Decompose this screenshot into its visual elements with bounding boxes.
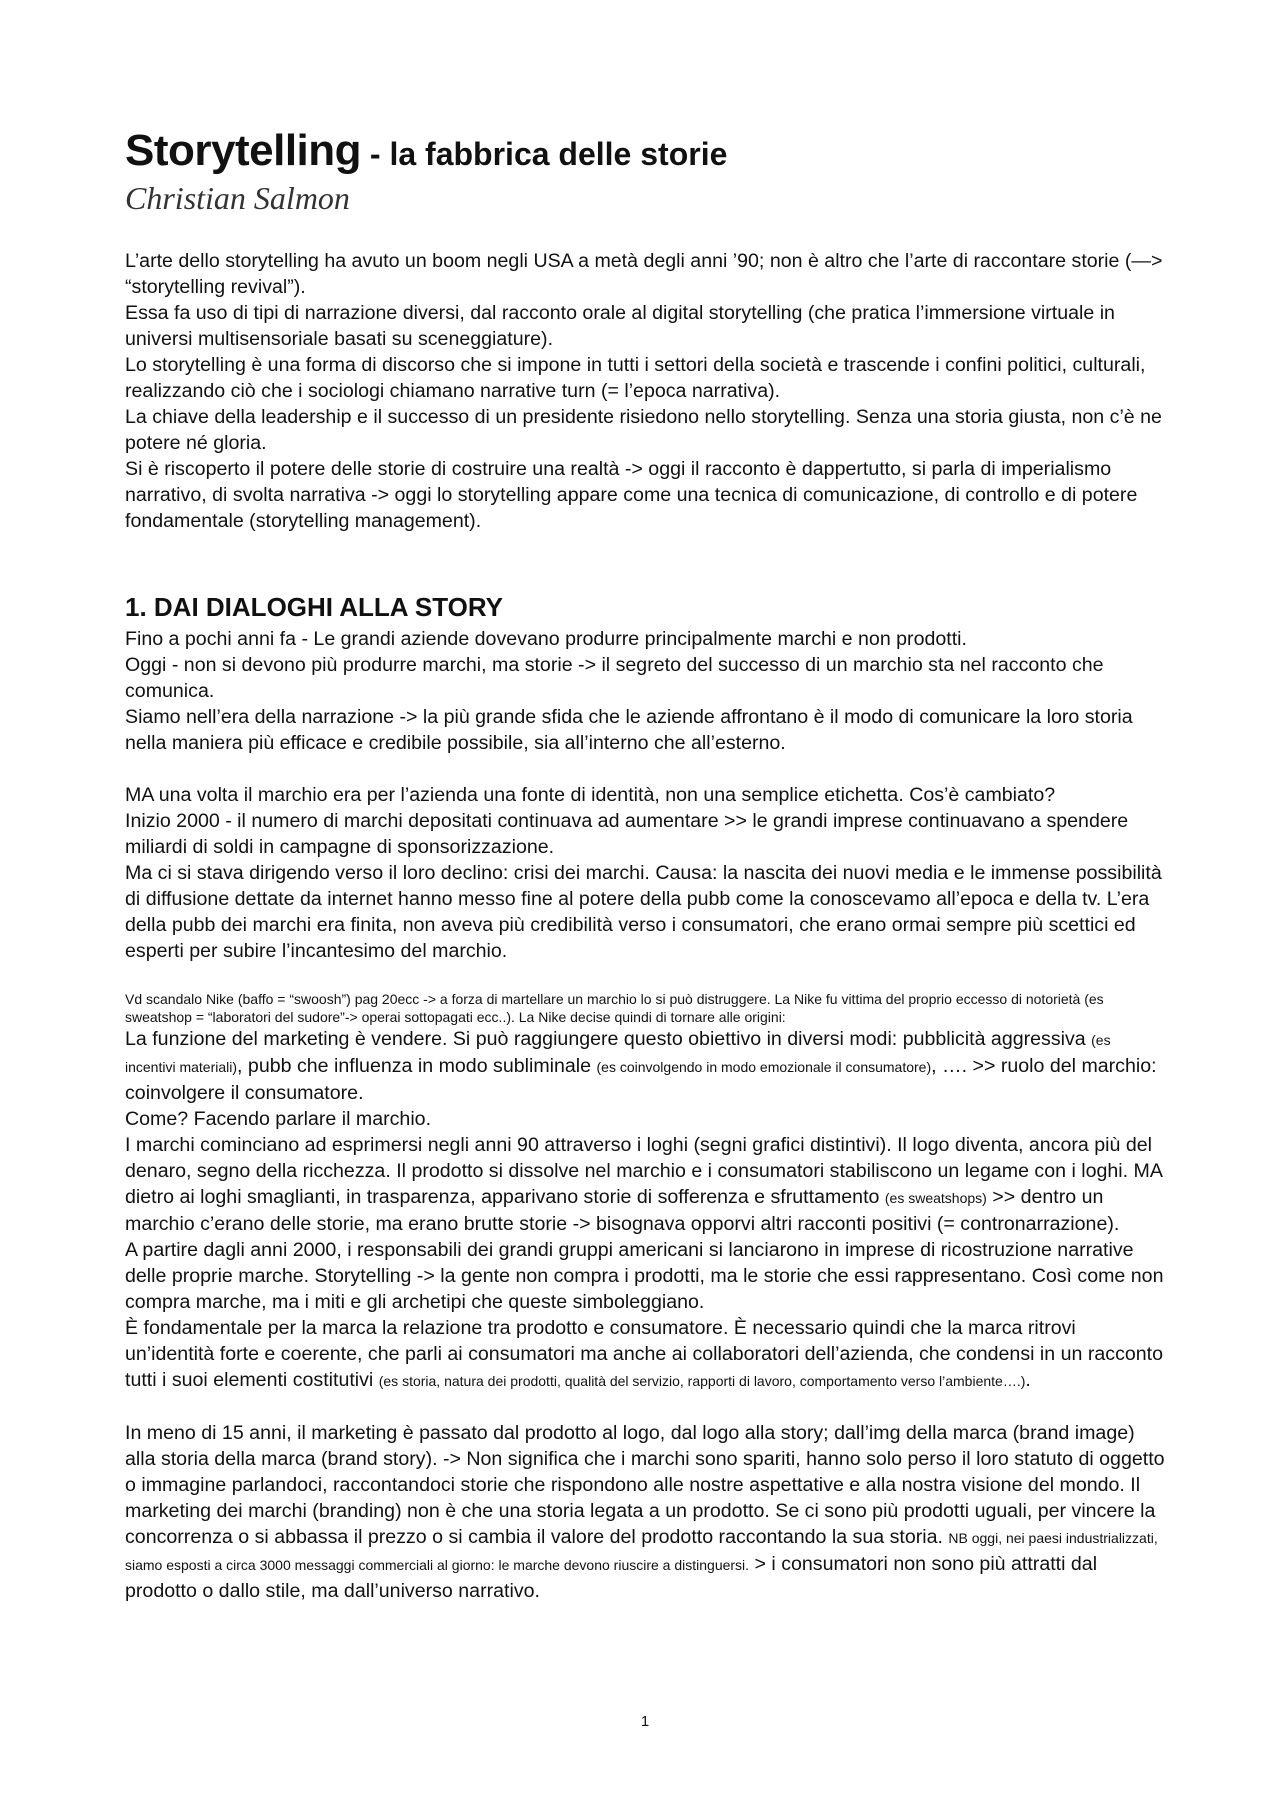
text-run: .	[1025, 1369, 1031, 1391]
text-run: La funzione del marketing è vendere. Si può raggiungere questo obiettivo in diversi modi: pubblicità aggressiva	[125, 1028, 1092, 1050]
paragraph	[125, 1420, 1165, 1604]
inline-note: (es coinvolgendo in modo emozionale il consumatore)	[596, 1059, 932, 1075]
text-run: >> dentro un marchio c’erano delle storie, ma erano brutte storie -> bisognava opporvi altri racconti positivi (= contronarrazione).	[125, 1186, 1120, 1235]
intro-paragraph: Lo storytelling è una forma di discorso che si impone in tutti i settori della società e trascende i confini politici, culturali, realizzando ciò che i sociologi chiamano narrative turn (= l’epoca narrativa).	[125, 354, 1146, 402]
paragraph-gap	[125, 964, 1165, 990]
intro-section	[125, 248, 1165, 534]
inline-note: (es sweatshops)	[884, 1190, 987, 1206]
text-run: È fondamentale per la marca la relazione tra prodotto e consumatore. È necessario quindi che la marca ritrovi un’identità forte e coerente, che parli ai consumatori ma anche ai collaboratori dell’azienda, che condensi in un racconto tutti i suoi elementi costitutivi	[125, 1317, 1163, 1391]
paragraph: Oggi - non si devono più produrre marchi, ma storie -> il segreto del successo di un marchio sta nel racconto che comunica.	[125, 654, 1104, 702]
paragraph: Come? Facendo parlare il marchio.	[125, 1108, 432, 1130]
inline-note: (es storia, natura dei prodotti, qualità del servizio, rapporti di lavoro, comportamento verso l’ambiente….)	[378, 1373, 1026, 1389]
document-title	[125, 126, 727, 176]
paragraph	[125, 1132, 1165, 1237]
text-run: In meno di 15 anni, il marketing è passato dal prodotto al logo, dal logo alla story; dall’img della marca (brand image) alla storia della marca (brand story). -> Non significa che i marchi sono spariti, hanno solo perso il loro statuto di oggetto o immagine parlandoci, raccontandoci storie che rispondono alle nostre aspettative e alla nostra visione del mondo. Il marketing dei marchi (branding) non è che una storia legata a un prodotto. Se ci sono più prodotti uguali, per vincere la concorrenza o si abbassa il prezzo o si cambia il valore del prodotto raccontando la sua storia.	[125, 1422, 1165, 1548]
intro-paragraph: La chiave della leadership e il successo di un presidente risiedono nello storytelling. Senza una storia giusta, non c’è ne potere né gloria.	[125, 406, 1162, 454]
paragraph: Inizio 2000 - il numero di marchi depositati continuava ad aumentare >> le grandi imprese continuavano a spendere miliardi di soldi in campagne di sponsorizzazione.	[125, 810, 1129, 858]
paragraph: Siamo nell’era della narrazione -> la più grande sfida che le aziende affrontano è il modo di comunicare la loro storia nella maniera più efficace e credibile possibile, sia all’interno che all’esterno.	[125, 706, 1133, 754]
paragraph	[125, 1315, 1165, 1394]
text-run: > i consumatori non sono più attratti dal prodotto o dallo stile, ma dall’universo narrativo.	[125, 1553, 1098, 1602]
paragraph: MA una volta il marchio era per l’azienda una fonte di identità, non una semplice etichetta. Cos’è cambiato?	[125, 784, 1056, 806]
title-main: Storytelling	[125, 126, 362, 175]
paragraph-gap	[125, 1394, 1165, 1420]
author-name: Christian Salmon	[125, 180, 350, 216]
text-run: , pubb che influenza in modo subliminale	[237, 1055, 597, 1077]
paragraph: Fino a pochi anni fa - Le grandi aziende dovevano produrre principalmente marchi e non prodotti.	[125, 628, 967, 650]
text-run: I marchi cominciano ad esprimersi negli anni 90 attraverso i loghi (segni grafici distintivi). Il logo diventa, ancora più del denaro, segno della ricchezza. Il prodotto si dissolve nel marchio e i consumatori stabiliscono un legame con i loghi. MA dietro ai loghi smaglianti, in trasparenza, apparivano storie di sofferenza e sfruttamento	[125, 1134, 1162, 1208]
inline-note: (es incentivi materiali)	[125, 1032, 1111, 1075]
paragraph: A partire dagli anni 2000, i responsabili dei grandi gruppi americani si lanciarono in imprese di ricostruzione narrative delle proprie marche. Storytelling -> la gente non compra i prodotti, ma le storie che essi rappresentano. Così come non compra marche, ma i miti e gli archetipi che queste simboleggiano.	[125, 1239, 1164, 1313]
section-1	[125, 590, 1165, 1604]
paragraph-gap	[125, 756, 1165, 782]
nike-note: Vd scandalo Nike (baffo = “swoosh”) pag 20ecc -> a forza di martellare un marchio lo si può distruggere. La Nike fu vittima del proprio eccesso di notorietà (es sweatshop = “laboratori del sudore”-> operai sottopagati ecc..). La Nike decise quindi di tornare alle origini:	[125, 991, 1104, 1025]
intro-paragraph: Si è riscoperto il potere delle storie di costruire una realtà -> oggi il racconto è dappertutto, si parla di imperialismo narrativo, di svolta narrativa -> oggi lo storytelling appare come una tecnica di comunicazione, di controllo e di potere fondamentale (storytelling management).	[125, 458, 1138, 532]
inline-note: NB oggi, nei paesi industrializzati, siamo esposti a circa 3000 messaggi commerciali al giorno: le marche devono riuscire a distinguersi.	[125, 1530, 1158, 1573]
section-heading: 1. DAI DIALOGHI ALLA STORY	[125, 592, 503, 622]
intro-paragraph: L’arte dello storytelling ha avuto un boom negli USA a metà degli anni ’90; non è altro che l’arte di raccontare storie (—> “storytelling revival”).	[125, 250, 1163, 298]
intro-paragraph: Essa fa uso di tipi di narrazione diversi, dal racconto orale al digital storytelling (che pratica l’immersione virtuale in universi multisensoriale basati su sceneggiature).	[125, 302, 1115, 350]
page-number: 1	[640, 1713, 650, 1730]
paragraph	[125, 1026, 1165, 1106]
text-run: , …. >> ruolo del marchio: coinvolgere il consumatore.	[125, 1055, 1157, 1104]
paragraph: Ma ci si stava dirigendo verso il loro declino: crisi dei marchi. Causa: la nascita dei nuovi media e le immense possibilità di diffusione dettate da internet hanno messo fine al potere della pubb come la conoscevamo all’epoca e della tv. L’era della pubb dei marchi era finita, non aveva più credibilità verso i consumatori, che erano ormai sempre più scettici ed esperti per subire l’incantesimo del marchio.	[125, 862, 1162, 962]
title-subtitle: - la fabbrica delle storie	[361, 136, 728, 172]
